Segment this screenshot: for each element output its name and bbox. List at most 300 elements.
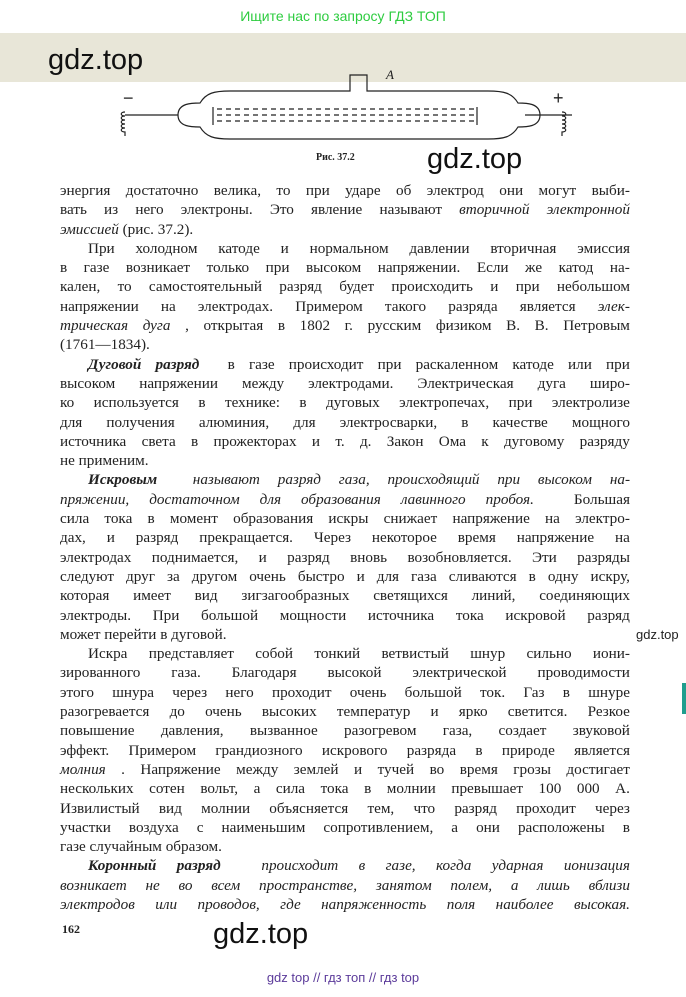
text-word: газе,: [385, 857, 416, 875]
page-number: 162: [62, 922, 80, 936]
text-word: давления,: [160, 722, 224, 740]
text-word: Примером: [295, 297, 363, 315]
text-word: него: [135, 201, 164, 219]
text-word: зированного: [60, 664, 141, 682]
text-word: имеет: [133, 587, 171, 605]
text-word: вновь: [350, 548, 388, 566]
text-word: достаточно: [125, 182, 199, 199]
watermark: gdz.top: [636, 627, 679, 642]
text-word: проходит: [271, 683, 332, 701]
text-word: явление: [311, 201, 363, 219]
text-word: (рис.: [122, 220, 158, 238]
text-word: возникает: [60, 876, 127, 894]
text-line: [60, 567, 630, 586]
text-word: между: [236, 760, 279, 778]
text-word: мощности: [279, 606, 347, 624]
text-line: [60, 451, 630, 470]
text-word: ко: [60, 394, 75, 412]
text-word: следуют: [60, 567, 114, 585]
text-word: только: [206, 259, 250, 277]
text-word: разряд: [155, 355, 200, 373]
text-word: проводимости: [537, 664, 630, 682]
text-word: и: [490, 278, 499, 296]
text-word: при: [265, 259, 290, 277]
text-word: к: [481, 432, 489, 450]
text-word: физиком: [435, 317, 492, 335]
text-word: качестве: [492, 413, 548, 431]
text-word: Коронный: [88, 857, 157, 875]
text-word: Если: [476, 259, 509, 277]
text-word: является: [574, 741, 630, 759]
text-line: [60, 297, 630, 316]
text-word: в: [299, 394, 307, 412]
text-word: при: [606, 355, 630, 373]
text-word: на-: [609, 471, 630, 489]
text-word: участки: [60, 818, 111, 836]
text-word: ветвистый: [381, 645, 449, 663]
text-word: случайным: [89, 838, 166, 856]
text-word: между: [241, 374, 285, 392]
text-word: снижает: [383, 510, 438, 528]
text-word: очень: [349, 683, 387, 701]
text-word: напряжении: [60, 297, 139, 315]
text-word: повышение: [60, 722, 135, 740]
text-word: светится.: [507, 703, 568, 721]
text-line: [60, 702, 630, 721]
text-line: [60, 220, 630, 239]
text-word: электро-: [575, 510, 630, 528]
text-word: в: [60, 259, 68, 277]
text-word: 1802: [299, 317, 331, 335]
text-line: [60, 741, 630, 760]
text-word: они: [499, 182, 524, 199]
text-word: высоком: [305, 259, 362, 277]
text-word: Благодаря: [231, 664, 297, 682]
text-word: самостоятельный: [148, 278, 262, 296]
text-word: искру,: [590, 567, 630, 585]
text-word: тучей: [377, 760, 415, 778]
text-word: наименьшим: [221, 818, 306, 836]
text-word: кален,: [60, 278, 101, 296]
text-word: Ома: [438, 432, 466, 450]
text-word: образом.: [165, 838, 222, 856]
text-word: и: [106, 529, 115, 547]
text-word: могут: [538, 182, 577, 199]
text-word: для: [293, 413, 316, 431]
text-word: В.: [506, 317, 521, 335]
text-word: сотен: [149, 780, 185, 798]
text-word: электролизе: [551, 394, 630, 412]
text-word: Электрическая: [417, 374, 514, 392]
text-line: [60, 779, 630, 798]
text-word: в: [475, 741, 483, 759]
text-word: дах,: [60, 529, 86, 547]
text-word: газе: [83, 259, 110, 277]
text-word: нормальном: [309, 239, 389, 257]
text-word: быстро: [297, 567, 345, 585]
text-word: .: [121, 760, 125, 778]
text-word: электрод: [426, 182, 484, 199]
text-word: При: [152, 606, 180, 624]
text-word: что: [413, 799, 436, 817]
text-word: Искра: [88, 645, 128, 663]
text-word: разряд: [135, 529, 179, 547]
watermark: gdz.top: [48, 44, 144, 76]
text-word: электропечах,: [399, 394, 490, 412]
text-line: [60, 239, 630, 258]
text-word: выби-: [591, 182, 630, 199]
text-word: ионизация: [563, 857, 630, 875]
text-word: занятом: [375, 876, 432, 894]
text-word: высоких: [261, 703, 317, 721]
text-word: большой: [404, 683, 462, 701]
text-word: в: [461, 413, 469, 431]
text-word: которая: [60, 587, 110, 605]
text-word: такого: [384, 297, 427, 315]
text-word: проходит: [516, 799, 576, 817]
text-word: происходящий: [387, 471, 480, 489]
text-word: объясняется: [269, 799, 349, 817]
text-line: [60, 548, 630, 567]
text-word: и: [280, 239, 289, 257]
text-word: и: [356, 567, 365, 585]
text-word: происходить: [391, 278, 473, 296]
text-line: [60, 316, 630, 335]
text-word: некоторое: [371, 529, 437, 547]
text-word: А.: [615, 780, 630, 798]
text-word: в: [622, 818, 630, 836]
text-line: [60, 413, 630, 432]
text-word: на-: [609, 259, 630, 277]
text-word: разряд: [176, 857, 221, 875]
text-line: [60, 606, 630, 625]
text-word: поля: [446, 895, 476, 913]
text-word: получения: [106, 413, 175, 431]
text-word: разряд: [454, 799, 497, 817]
text-word: является: [519, 297, 576, 315]
text-word: газа,: [338, 471, 370, 489]
text-word: катод: [558, 259, 594, 277]
text-line: [60, 528, 630, 547]
text-word: одну: [547, 567, 579, 585]
text-word: пряжении,: [60, 490, 130, 508]
text-line: [60, 470, 630, 489]
text-word: в: [147, 510, 155, 528]
text-word: Извилистый: [60, 799, 140, 817]
figure-discharge-tube: [110, 62, 580, 162]
text-word: другом: [191, 567, 238, 585]
text-word: называют: [192, 471, 260, 489]
text-word: из: [104, 201, 119, 219]
text-word: Закон: [386, 432, 424, 450]
text-word: соединяющих: [539, 587, 630, 605]
text-word: Дуговой: [88, 355, 142, 373]
text-line: [60, 895, 630, 914]
text-word: вать: [60, 201, 87, 219]
text-word: напряжении.: [377, 259, 461, 277]
text-word: сила: [275, 780, 306, 798]
text-line: [60, 625, 630, 644]
text-word: вид: [194, 587, 218, 605]
text-word: молния: [60, 760, 106, 778]
text-line: [60, 837, 630, 856]
text-line: [60, 760, 630, 779]
text-word: разряд: [277, 471, 321, 489]
text-word: раскаленном: [415, 355, 499, 373]
text-word: на: [615, 529, 630, 547]
text-word: ярко: [458, 703, 488, 721]
text-word: во: [178, 876, 193, 894]
text-word: дуговому: [503, 432, 565, 450]
text-word: в: [358, 857, 366, 875]
text-word: разогревом: [344, 722, 417, 740]
text-line: [60, 586, 630, 605]
text-word: русским: [367, 317, 422, 335]
label-anode-a: A: [386, 67, 394, 82]
watermark: gdz.top: [213, 918, 309, 950]
text-word: вторичной: [459, 201, 530, 219]
text-word: в: [191, 432, 199, 450]
text-word: газе: [60, 838, 90, 856]
text-word: они: [476, 818, 500, 836]
text-word: ударная: [491, 857, 544, 875]
text-line: [60, 818, 630, 837]
search-banner: Ищите нас по запросу ГДЗ ТОП: [240, 8, 446, 24]
text-word: алюминия,: [198, 413, 270, 431]
text-word: достигает: [566, 760, 630, 778]
text-word: поднимается,: [151, 548, 239, 566]
text-word: катоде: [512, 355, 554, 373]
text-word: тонкий: [314, 645, 361, 663]
text-word: об: [396, 182, 412, 199]
text-word: вторичная: [490, 239, 557, 257]
text-word: вид: [158, 799, 182, 817]
text-word: молнии: [386, 780, 436, 798]
text-word: электродах: [60, 548, 132, 566]
text-line: [60, 663, 630, 682]
text-word: когда: [435, 857, 472, 875]
text-word: энергия: [60, 182, 111, 199]
text-word: при: [508, 394, 533, 412]
text-word: природе: [501, 741, 555, 759]
text-word: холодном: [135, 239, 198, 257]
text-word: давлении: [409, 239, 470, 257]
text-word: шнур: [470, 645, 506, 663]
text-word: в: [528, 567, 536, 585]
discharge-tube-diagram: [110, 62, 580, 162]
text-word: электроды.: [60, 606, 132, 624]
text-line: [60, 374, 630, 393]
text-word: сливаются: [448, 567, 517, 585]
text-word: Петровым: [563, 317, 630, 335]
text-word: искрового: [321, 741, 388, 759]
text-word: будет: [339, 278, 375, 296]
text-word: большой: [201, 606, 259, 624]
text-word: до: [169, 703, 185, 721]
text-word: сила: [60, 510, 90, 528]
text-word: землей: [293, 760, 339, 778]
text-word: полем,: [450, 876, 493, 894]
text-word: и: [354, 760, 363, 778]
text-word: же: [525, 259, 543, 277]
text-word: в: [198, 394, 206, 412]
text-word: шнуре: [588, 683, 630, 701]
text-word: с: [196, 818, 204, 836]
text-word: перейти: [104, 625, 161, 643]
text-word: светящихся: [373, 587, 448, 605]
text-word: при: [377, 355, 402, 373]
text-word: технике:: [224, 394, 280, 412]
text-word: очень: [249, 567, 286, 585]
text-word: электросварки,: [339, 413, 438, 431]
text-word: возникает: [125, 259, 191, 277]
text-word: в: [562, 683, 570, 701]
text-word: источника: [60, 432, 127, 450]
text-word: При: [88, 239, 115, 257]
text-word: эмиссия: [577, 239, 630, 257]
text-word: и: [311, 432, 321, 450]
text-word: на: [545, 510, 560, 528]
text-word: время: [459, 760, 498, 778]
text-word: молнии: [201, 799, 251, 817]
text-word: зигзагообразных: [241, 587, 350, 605]
text-line: [60, 509, 630, 528]
text-word: эффект.: [60, 741, 110, 759]
text-word: прожекторах: [213, 432, 297, 450]
text-word: используется: [93, 394, 179, 412]
text-word: всем: [211, 876, 241, 894]
text-word: создает: [498, 722, 547, 740]
text-word: при: [305, 182, 330, 199]
text-word: тока: [320, 780, 349, 798]
text-word: Через: [313, 529, 351, 547]
text-word: нескольких: [60, 780, 134, 798]
text-word: то: [117, 278, 132, 296]
text-word: тока: [104, 510, 133, 528]
text-word: напряженность: [321, 895, 427, 913]
text-word: разряду: [579, 432, 630, 450]
text-word: температур: [336, 703, 411, 721]
text-word: напряжении: [139, 374, 218, 392]
text-word: или: [568, 355, 592, 373]
text-word: где: [280, 895, 301, 913]
text-word: 100: [538, 780, 562, 798]
text-word: воздуха: [128, 818, 179, 836]
text-word: а: [451, 818, 459, 836]
text-word: возобновляется.: [407, 548, 512, 566]
text-word: при: [515, 278, 540, 296]
text-word: электроны.: [180, 201, 253, 219]
text-word: газа.: [171, 664, 201, 682]
text-word: т.: [335, 432, 345, 450]
text-word: дуга: [142, 317, 171, 335]
text-word: электрической: [412, 664, 507, 682]
text-word: этого: [60, 683, 94, 701]
text-word: разряд: [287, 548, 330, 566]
text-word: для: [259, 490, 282, 508]
text-word: применим.: [78, 452, 149, 470]
text-word: д.: [359, 432, 372, 450]
text-word: проводов,: [197, 895, 260, 913]
text-word: высокой: [327, 664, 382, 682]
text-word: высокая.: [573, 895, 630, 913]
text-word: линий,: [471, 587, 516, 605]
figure-caption: Рис. 37.2: [316, 152, 355, 163]
text-word: момент: [169, 510, 218, 528]
text-word: лишь: [537, 876, 570, 894]
text-word: то: [276, 182, 291, 199]
text-word: в: [227, 355, 235, 373]
text-line: [60, 432, 630, 451]
text-word: сопротивлением,: [323, 818, 434, 836]
text-word: электронной: [546, 201, 630, 219]
text-word: шнура: [112, 683, 154, 701]
text-word: Газ: [523, 683, 545, 701]
text-word: для: [60, 413, 83, 431]
text-word: на: [160, 297, 176, 315]
text-word: Большая: [573, 490, 630, 508]
text-word: или: [155, 895, 178, 913]
text-line: [60, 200, 630, 219]
text-line: [60, 721, 630, 740]
text-word: Резкое: [587, 703, 630, 721]
minus-sign: −: [123, 88, 134, 108]
text-word: звуковой: [572, 722, 630, 740]
body-text: [60, 181, 630, 914]
text-word: Искровым: [88, 471, 158, 489]
text-word: происходит: [288, 355, 364, 373]
text-word: разряда: [448, 297, 498, 315]
text-word: света: [141, 432, 176, 450]
text-word: в: [364, 780, 372, 798]
text-word: дуговой.: [171, 625, 227, 643]
text-line: [60, 277, 630, 296]
text-word: мощного: [571, 413, 630, 431]
text-word: газе: [248, 355, 275, 373]
section-marker: [682, 683, 686, 714]
text-word: грозы: [513, 760, 551, 778]
text-word: Это: [269, 201, 294, 219]
text-word: называют: [379, 201, 443, 219]
text-word: через: [172, 683, 208, 701]
text-line: [60, 683, 630, 702]
text-word: 000: [576, 780, 600, 798]
text-word: катоде: [218, 239, 260, 257]
text-line: [60, 644, 630, 663]
text-word: через: [594, 799, 630, 817]
text-word: газа: [411, 567, 437, 585]
text-word: может: [60, 625, 105, 643]
text-word: прекращается.: [199, 529, 293, 547]
text-word: высоком: [60, 374, 116, 392]
text-word: разряда: [406, 741, 457, 759]
text-word: за: [166, 567, 180, 585]
text-word: при: [497, 471, 521, 489]
text-word: а: [510, 876, 519, 894]
text-line: [60, 181, 630, 200]
text-word: напряжение: [516, 529, 595, 547]
text-word: 37.2).: [157, 220, 194, 238]
footer-links[interactable]: gdz top // гдз топ // гдз top: [266, 970, 420, 985]
text-word: напряжение: [452, 510, 530, 528]
plus-sign: +: [553, 88, 564, 108]
text-word: высоком: [537, 471, 592, 489]
text-word: разряды: [577, 548, 630, 566]
text-word: г.: [344, 317, 353, 335]
text-word: эмиссией: [60, 220, 119, 238]
text-word: вблизи: [588, 876, 630, 894]
watermark: gdz.top: [427, 143, 523, 175]
